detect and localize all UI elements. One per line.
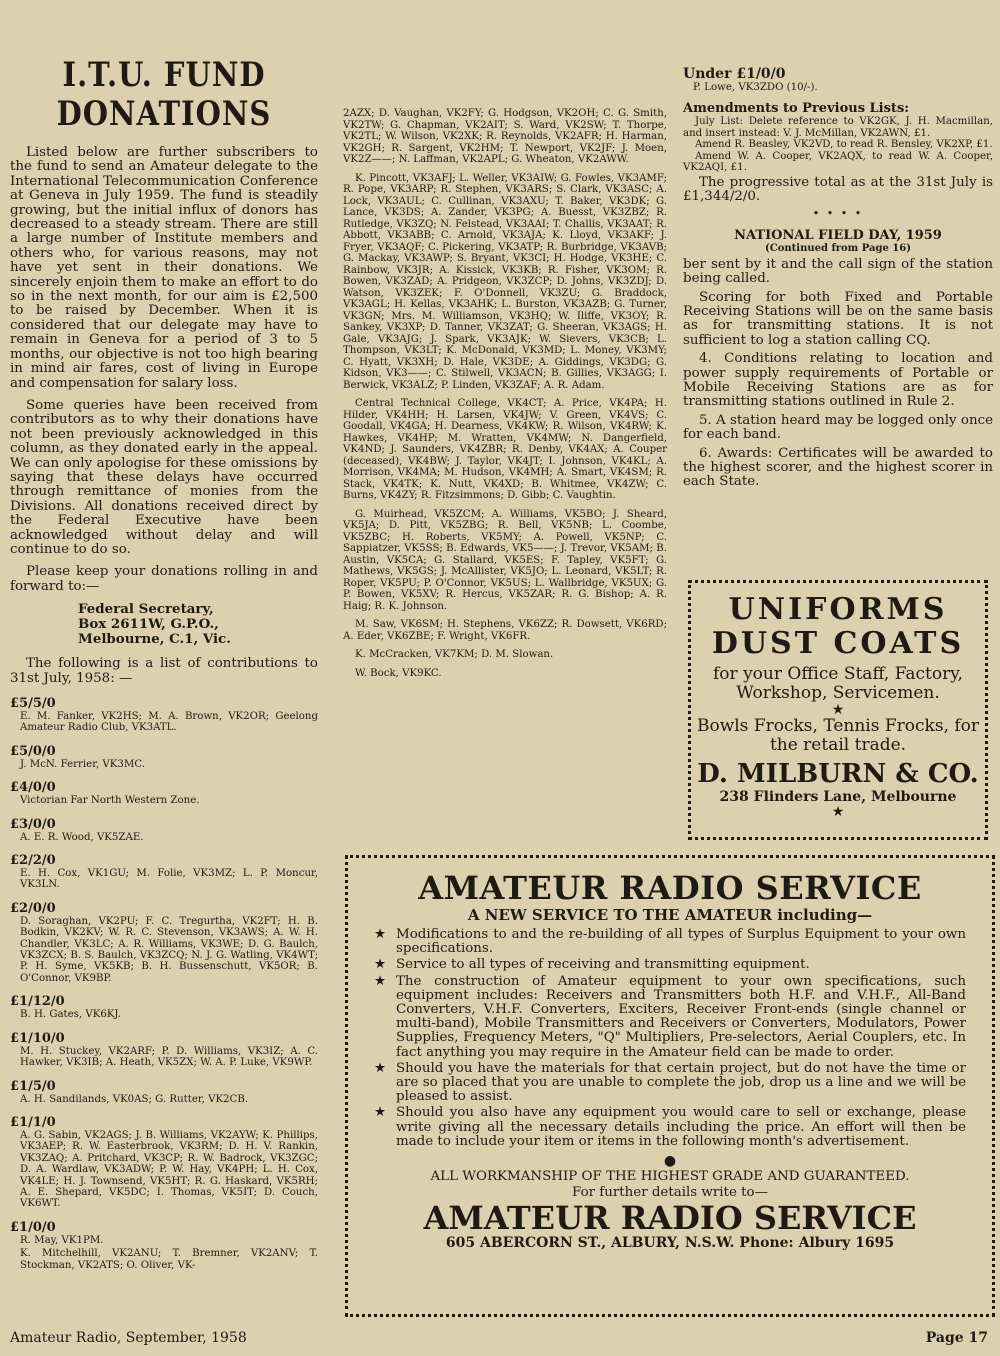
service-item <box>374 958 966 972</box>
ad-headline: DUST COATS <box>711 626 965 661</box>
donation-amount: £3/0/0 <box>10 816 56 832</box>
service-item-text: Service to all types of receiving and transmitting equipment. <box>396 957 810 973</box>
donation-amount: £2/2/0 <box>10 853 56 869</box>
nfd-paragraph: ber sent by it and the call sign of the station being called. <box>683 256 993 287</box>
donor-paragraph: Central Technical College, VK4CT; A. Price, VK4PA; H. Hilder, VK4HH; H. Larsen, VK4JW; V. Green, VK4VS; C. Goodall, VK4GA; H. Dearness, VK4KW; R. Wilson, VK4RW; K. Hawkes, VK4HP; M. Wratten, VK4MW; N. Dangerfield, VK4ND; J. Saunders, VK4ZBR; R. Denby, VK4AX; A. Couper (deceased), VK4BW; J. Taylor, VK4JT; I. Johnson, VK4KL; A. Morrison, VK4MA; M. Hudson, VK4MH; A. Smart, VK4SM; R. Stack, VK4TK; K. Nutt, VK4XD; B. Whitmee, VK4ZW; C. Burns, VK4ZY; R. Fitzsimmons; D. Gibb; C. Vaughtin. <box>343 398 667 501</box>
donation-amount: £5/0/0 <box>10 743 56 759</box>
star-icon: ★ <box>374 957 387 973</box>
guarantee-text: ALL WORKMANSHIP OF THE HIGHEST GRADE AND GUARANTEED. <box>430 1169 910 1185</box>
ad-text: for your Office Staff, Factory, Workshop, Servicemen. <box>713 664 963 703</box>
service-item <box>374 928 966 956</box>
donation-amount: Under £1/0/0 <box>683 66 786 82</box>
mailing-address <box>78 602 318 647</box>
donation-names: J. McN. Ferrier, VK3MC. <box>20 758 145 770</box>
column-right <box>683 64 993 494</box>
donor-paragraph: 2AZX; D. Vaughan, VK2FY; G. Hodgson, VK2OH; C. G. Smith, VK2TW; G. Chapman, VK2AIT; S. Ward, VK2SW; T. Thorpe, VK2TL; W. Wilson, VK2XK; R. Reynolds, VK2AFR; H. Harman, VK2GH; R. Sargent, VK2HM; T. Newport, VK2JF; J. Moen, VK2Z——; N. Laffman, VK2APL; G. Wheaton, VK2AWW. <box>343 108 667 165</box>
column-middle <box>343 108 667 686</box>
star-icon: ★ <box>374 1060 387 1076</box>
ad-headline: AMATEUR RADIO SERVICE <box>418 869 922 907</box>
star-icon: ★ <box>374 973 387 989</box>
donations-list <box>10 696 318 1246</box>
nfd-text <box>683 258 993 490</box>
service-item <box>374 1106 966 1149</box>
nfd-paragraph: 4. Conditions relating to location and power supply requirements of Portable or Mobile Receiving Stations are as for transmitting stations outlined in Rule 2. <box>683 351 993 410</box>
donation-names: A. G. Sabin, VK2AGS; J. B. Williams, VK2AYW; K. Phillips, VK3AEP; R. W. Easterbrook, VK3RM; D. H. V. Rankin, VK3ZAQ; A. Pritchard, VK3CP; R. W. Badrock, VK3ZGC; D. A. Wardlaw, VK3ADW; P. W. Hay, VK4PH; L. H. Cox, VK4LE; H. J. Townsend, VK5HT; R. G. Haskard, VK5RH; A. E. Shepard, VK5DC; I. Thomas, VK5IT; D. Couch, VK6WT. <box>20 1129 318 1210</box>
donation-names: E. M. Fanker, VK2HS; M. A. Brown, VK2OR; Geelong Amateur Radio Club, VK3ATL. <box>20 711 318 734</box>
star-icon: ★ <box>831 702 845 718</box>
amendments-heading: Amendments to Previous Lists: <box>683 101 910 117</box>
donor-list-continued <box>343 108 667 679</box>
intro-paragraph: Some queries have been received from contributors as to why their donations have not been previously acknowledged in this column, as they donated early in the appeal. We can only apologise for these omissions by saying that these delays have occurred through remittance of monies from the Divisions. All donations received direct by the Federal Executive have been acknowledged without delay and will continue to do so. <box>10 397 318 557</box>
amendment: July List: Delete reference to VK2GK, J. H. Macmillan, and insert instead: V. J. McMillan, VK2AWN, £1. <box>683 116 993 139</box>
donation-names: M. H. Stuckey, VK2ARF; P. D. Williams, VK3IZ; A. C. Hawker, VK3IB; A. Heath, VK5ZX; W. A. P. Luke, VK9WP. <box>20 1045 318 1069</box>
donation-names: K. Mitchelhill, VK2ANU; T. Bremner, VK2ANV; T. Stockman, VK2ATS; O. Oliver, VK- <box>20 1248 318 1271</box>
donation-amount: £2/0/0 <box>10 900 56 916</box>
star-icon: ★ <box>831 804 845 820</box>
nfd-paragraph: 5. A station heard may be logged only once for each band. <box>683 412 993 443</box>
page-number: Page 17 <box>925 1330 988 1346</box>
address-line: Federal Secretary, <box>78 601 214 618</box>
star-icon: ★ <box>374 927 387 942</box>
donation-names: Victorian Far North Western Zone. <box>20 795 200 807</box>
service-item <box>374 975 966 1060</box>
intro-paragraph: Please keep your donations rolling in and forward to:— <box>10 564 318 594</box>
star-icon: ★ <box>374 1105 387 1121</box>
address-line: Box 2611W, G.P.O., <box>78 616 219 633</box>
donation-names: A. E. R. Wood, VK5ZAE. <box>20 831 144 843</box>
donation-amount: £1/1/0 <box>10 1114 56 1130</box>
ad-address: 605 ABERCORN ST., ALBURY, N.S.W. Phone: Albury 1695 <box>445 1235 895 1252</box>
nfd-paragraph: 6. Awards: Certificates will be awarded to the highest scorer, and the highest scorer in each State. <box>683 445 993 490</box>
donation-amount: £1/0/0 <box>10 1219 56 1235</box>
uniforms-advertisement <box>688 580 988 840</box>
ad-text: Bowls Frocks, Tennis Frocks, for the retail trade. <box>696 716 980 755</box>
address-line: Melbourne, C.1, Vic. <box>78 631 231 648</box>
intro-paragraph: Listed below are further subscribers to the fund to send an Amateur delegate to the International Telecommunication Conference at Geneva in July 1959. The fund is steadily growing, but the initial influx of donors has decreased to a steady stream. There are still a large number of Institute members and others who, for various reasons, may not have yet sent in their donations. We sincerely enjoin them to make an effort to do so in the next month, for our aim is £2,500 to be raised by December. When it is considered that our delegate may have to remain in Geneva for a period of 3 to 5 months, our objective is not too high bearing in mind air fares, cost of living in Europe and compensation for salary loss. <box>10 145 318 391</box>
donation-names: R. May, VK1PM. <box>20 1234 104 1246</box>
donation-names: B. H. Gates, VK6KJ. <box>20 1009 121 1021</box>
donation-names: D. Soraghan, VK2PU; F. C. Tregurtha, VK2FT; H. B. Bodkin, VK2KV; W. R. C. Stevenson, VK3AWS; A. W. H. Chandler, VK3LC; A. R. Williams, VK3WE; D. G. Baulch, VK3ZCX; B. S. Baulch, VK3ZCQ; N. J. G. Watling, VK4WT; P. H. Syme, VK5KB; B. H. Bussenschutt, VK5OR; B. O'Connor, VK9BP. <box>20 915 318 984</box>
donor-paragraph: G. Muirhead, VK5ZCM; A. Williams, VK5BO; J. Sheard, VK5JA; D. Pitt, VK5ZBG; R. Bell, VK5NB; L. Coombe, VK5ZBC; H. Roberts, VK5MY; A. Powell, VK5NP; C. Sappiatzer, VK5SS; B. Edwards, VK5——; J. Trevor, VK5AM; B. Austin, VK5CA; G. Stallard, VK5ES; F. Tapley, VK5FT; G. Mathews, VK5GS; J. McAllister, VK5JO; L. Leonard, VK5LT; R. Roper, VK5PU; P. O'Connor, VK5US; L. Wallbridge, VK5UX; G. P. Bowen, VK5XV; R. Hercus, VK5ZAR; R. G. Bishop; A. R. Haig; R. K. Johnson. <box>343 508 667 612</box>
nfd-paragraph: Scoring for both Fixed and Portable Receiving Stations will be on the same basis as for transmitting stations. It is not sufficient to log a station calling CQ. <box>683 289 993 348</box>
service-item-text: The construction of Amateur equipment to your own specifications, such equipment includes: Receivers and Transmitters both H.F. and V.H.F., All-Band Converters, V.H.F. Converters, Exciters, Receiver Front-ends (single channel or multi-band), Mobile Transmitters and Receivers or Converters, Modulators, Power Supplies, Frequency Meters, "Q" Multipliers, Pre-selectors, Aerial Couplers, etc. In fact anything you may require in the Amateur field can be made to order. <box>396 973 966 1060</box>
service-item-text: Modifications to and the re-building of all types of Surplus Equipment to your own specifications. <box>396 927 966 957</box>
page-title: I.T.U. FUND DONATIONS <box>56 54 272 134</box>
service-list <box>374 928 966 1149</box>
section-separator: • • • • <box>812 206 864 220</box>
donation-amount: £1/10/0 <box>10 1030 65 1046</box>
amateur-radio-service-advertisement <box>345 855 995 1317</box>
publication-footer: Amateur Radio, September, 1958 <box>10 1330 247 1346</box>
ad-firm-name: D. MILBURN & CO. <box>697 759 979 789</box>
service-item-text: Should you have the materials for that certain project, but do not have the time or are so placed that you are unable to complete the job, drop us a line and we will be pleased to assist. <box>396 1060 966 1105</box>
donation-names: A. H. Sandilands, VK0AS; G. Rutter, VK2CB. <box>20 1093 249 1105</box>
further-details-text: For further details write to— <box>572 1185 768 1201</box>
bullet-dot-icon: ● <box>663 1153 677 1170</box>
donor-paragraph: K. McCracken, VK7KM; D. M. Slowan. <box>355 649 554 660</box>
intro-text <box>10 146 318 594</box>
donation-amount: £5/5/0 <box>10 696 56 711</box>
progressive-total: The progressive total as at the 31st July is £1,344/2/0. <box>683 174 993 205</box>
ad-headline-footer: AMATEUR RADIO SERVICE <box>423 1199 917 1238</box>
donation-amount: £1/5/0 <box>10 1078 56 1094</box>
donation-names: P. Lowe, VK3ZDO (10/-). <box>693 82 818 93</box>
ad-headline: UNIFORMS <box>728 592 948 627</box>
donation-amount: £1/12/0 <box>10 994 65 1010</box>
nfd-heading: NATIONAL FIELD DAY, 1959 <box>734 227 942 243</box>
donor-paragraph: W. Bock, VK9KC. <box>355 667 442 679</box>
nfd-continued: (Continued from Page 16) <box>765 242 911 254</box>
donation-amount: £4/0/0 <box>10 780 56 796</box>
service-item-text: Should you also have any equipment you would care to sell or exchange, please write giving all the necessary details including the price. An effort will then be made to include your item or items in the following month's advertisement. <box>396 1105 966 1149</box>
column-left <box>10 0 318 1271</box>
donor-paragraph: K. Pincott, VK3AFJ; L. Weller, VK3AIW; G. Fowles, VK3AMF; R. Pope, VK3ARP; R. Stephen, VK3ARS; S. Clark, VK3ASC; A. Lock, VK3AUL; C. Cullinan, VK3AXU; T. Baker, VK3DK; G. Lance, VK3DS; A. Zander, VK3PG; A. Buesst, VK3ZBZ; R. Rutledge, VK3ZQ; N. Felstead, VK3AAI; T. Challis, VK3AAT; R. Abbott, VK3ABB; C. Arnold, VK3AJA; K. Lloyd, VK3AKF; J. Fryer, VK3AQF; C. Pickering, VK3ATP; R. Burbridge, VK3AVB; G. Mackay, VK3AWP; S. Bryant, VK3CI; H. Hodge, VK3HE; C. Rainbow, VK3JR; A. Kissick, VK3KB; R. Fisher, VK3OM; R. Bowen, VK3ZAD; A. Pridgeon, VK3ZCP; D. Johns, VK3ZDJ; D. Watson, VK3ZEK; F. O'Donnell, VK3ZU; G. Braddock, VK3AGL; H. Kellas, VK3AHK; L. Burston, VK3AZB; G. Turner, VK3GN; Mrs. M. Williamson, VK3HQ; W. Iliffe, VK3OY; R. Sankey, VK3XP; D. Tanner, VK3ZAT; G. Sheeran, VK3AGS; H. Gale, VK3AJG; J. Spark, VK3AJK; W. Sievers, VK3CB; L. Thompson, VK3LT; K. McDonald, VK3MD; L. Money, VK3MY; C. Hyatt, VK3XH; D. Hale, VK3DE; A. Giddings, VK3DG; G. Kidson, VK3——; C. Stilwell, VK3ACN; B. Gillies, VK3AGG; I. Berwick, VK3ALZ; P. Linden, VK3ZAF; A. R. Adam. <box>343 172 667 391</box>
ad-subheading: A NEW SERVICE TO THE AMATEUR including— <box>467 906 873 924</box>
amendment: Amend W. A. Cooper, VK2AQX, to read W. A. Cooper, VK2AQI, £1. <box>683 150 993 174</box>
amendment: Amend R. Beasley, VK2VD, to read R. Bensley, VK2XP, £1. <box>695 139 993 151</box>
ad-location: 238 Flinders Lane, Melbourne <box>719 789 957 805</box>
list-intro: The following is a list of contributions to 31st July, 1958: — <box>10 656 318 686</box>
donor-paragraph: M. Saw, VK6SM; H. Stephens, VK6ZZ; R. Dowsett, VK6RD; A. Eder, VK6ZBE; F. Wright, VK6FR. <box>343 619 667 642</box>
service-item <box>374 1062 966 1105</box>
donation-names: E. H. Cox, VK1GU; M. Folie, VK3MZ; L. P. Moncur, VK3LN. <box>20 868 318 891</box>
